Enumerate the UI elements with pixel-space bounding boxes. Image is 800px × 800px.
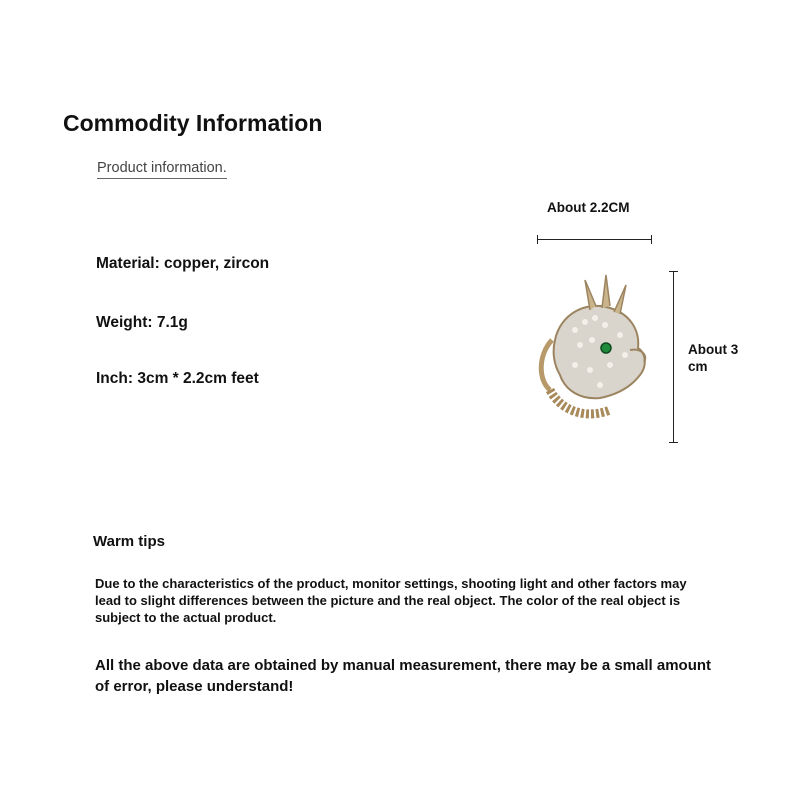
warm-tips-heading: Warm tips	[93, 533, 165, 550]
width-dimension-line	[537, 239, 652, 240]
section-subtitle: Product information.	[97, 160, 227, 179]
warm-tips-body: Due to the characteristics of the product, monitor settings, shooting light and other factors may lead to slight differences between the picture and the real object. The color of the real object is subject to the actual product.	[95, 576, 687, 625]
height-dimension-label: About 3 cm	[688, 342, 739, 374]
page-title: Commodity Information	[63, 110, 323, 136]
dragon-ring-image	[530, 270, 680, 430]
measurement-note: All the above data are obtained by manual measurement, there may be a small amount of error, please understand!	[95, 657, 712, 695]
spec-inch: Inch: 3cm * 2.2cm feet	[96, 370, 259, 387]
width-dimension-label: About 2.2CM	[547, 200, 630, 215]
spec-weight: Weight: 7.1g	[96, 314, 188, 331]
spec-material: Material: copper, zircon	[96, 255, 270, 272]
